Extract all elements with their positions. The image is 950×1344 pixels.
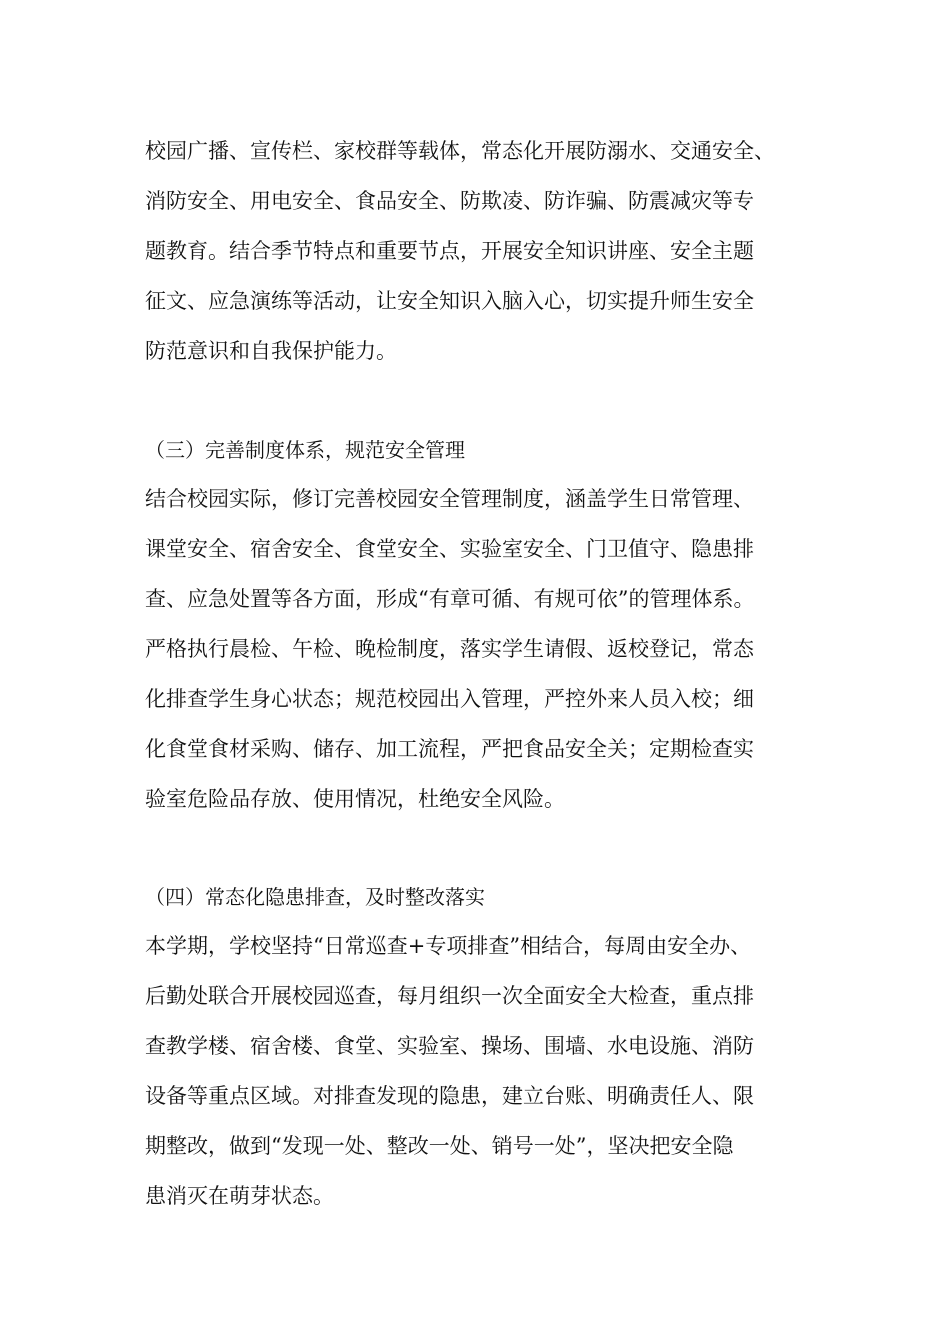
paragraph-line: 患消灭在萌芽状态。 (145, 1184, 334, 1208)
paragraph-line: 本学期，学校坚持“日常巡查+专项排查”相结合，每周由安全办、 (145, 934, 752, 958)
paragraph-line: 防范意识和自我保护能力。 (145, 339, 397, 363)
paragraph-line: 化排查学生身心状态；规范校园出入管理，严控外来人员入校；细 (145, 687, 754, 711)
paragraph-line: 课堂安全、宿舍安全、食堂安全、实验室安全、门卫值守、隐患排 (145, 537, 754, 561)
section-heading: （三）完善制度体系，规范安全管理 (145, 438, 465, 462)
paragraph-line: 验室危险品存放、使用情况，杜绝安全风险。 (145, 787, 565, 811)
paragraph-line: 化食堂食材采购、储存、加工流程，严把食品安全关；定期检查实 (145, 737, 754, 761)
paragraph-line: 校园广播、宣传栏、家校群等载体，常态化开展防溺水、交通安全、 (145, 139, 775, 163)
paragraph-line: 征文、应急演练等活动，让安全知识入脑入心，切实提升师生安全 (145, 289, 754, 313)
paragraph-line: 题教育。结合季节特点和重要节点，开展安全知识讲座、安全主题 (145, 239, 754, 263)
paragraph-line: 消防安全、用电安全、食品安全、防欺凌、防诈骗、防震减灾等专 (145, 189, 754, 213)
section-heading: （四）常态化隐患排查，及时整改落实 (145, 885, 485, 909)
paragraph-line: 设备等重点区域。对排查发现的隐患，建立台账、明确责任人、限 (145, 1084, 754, 1108)
paragraph-line: 结合校园实际，修订完善校园安全管理制度，涵盖学生日常管理、 (145, 487, 754, 511)
paragraph-line: 严格执行晨检、午检、晚检制度，落实学生请假、返校登记，常态 (145, 637, 754, 661)
paragraph-line: 后勤处联合开展校园巡查，每月组织一次全面安全大检查，重点排 (145, 984, 754, 1008)
paragraph-line: 查、应急处置等各方面，形成“有章可循、有规可依”的管理体系。 (145, 587, 755, 611)
paragraph-line: 期整改，做到“发现一处、整改一处、销号一处”，坚决把安全隐 (145, 1134, 734, 1158)
paragraph-line: 查教学楼、宿舍楼、食堂、实验室、操场、围墙、水电设施、消防 (145, 1034, 754, 1058)
